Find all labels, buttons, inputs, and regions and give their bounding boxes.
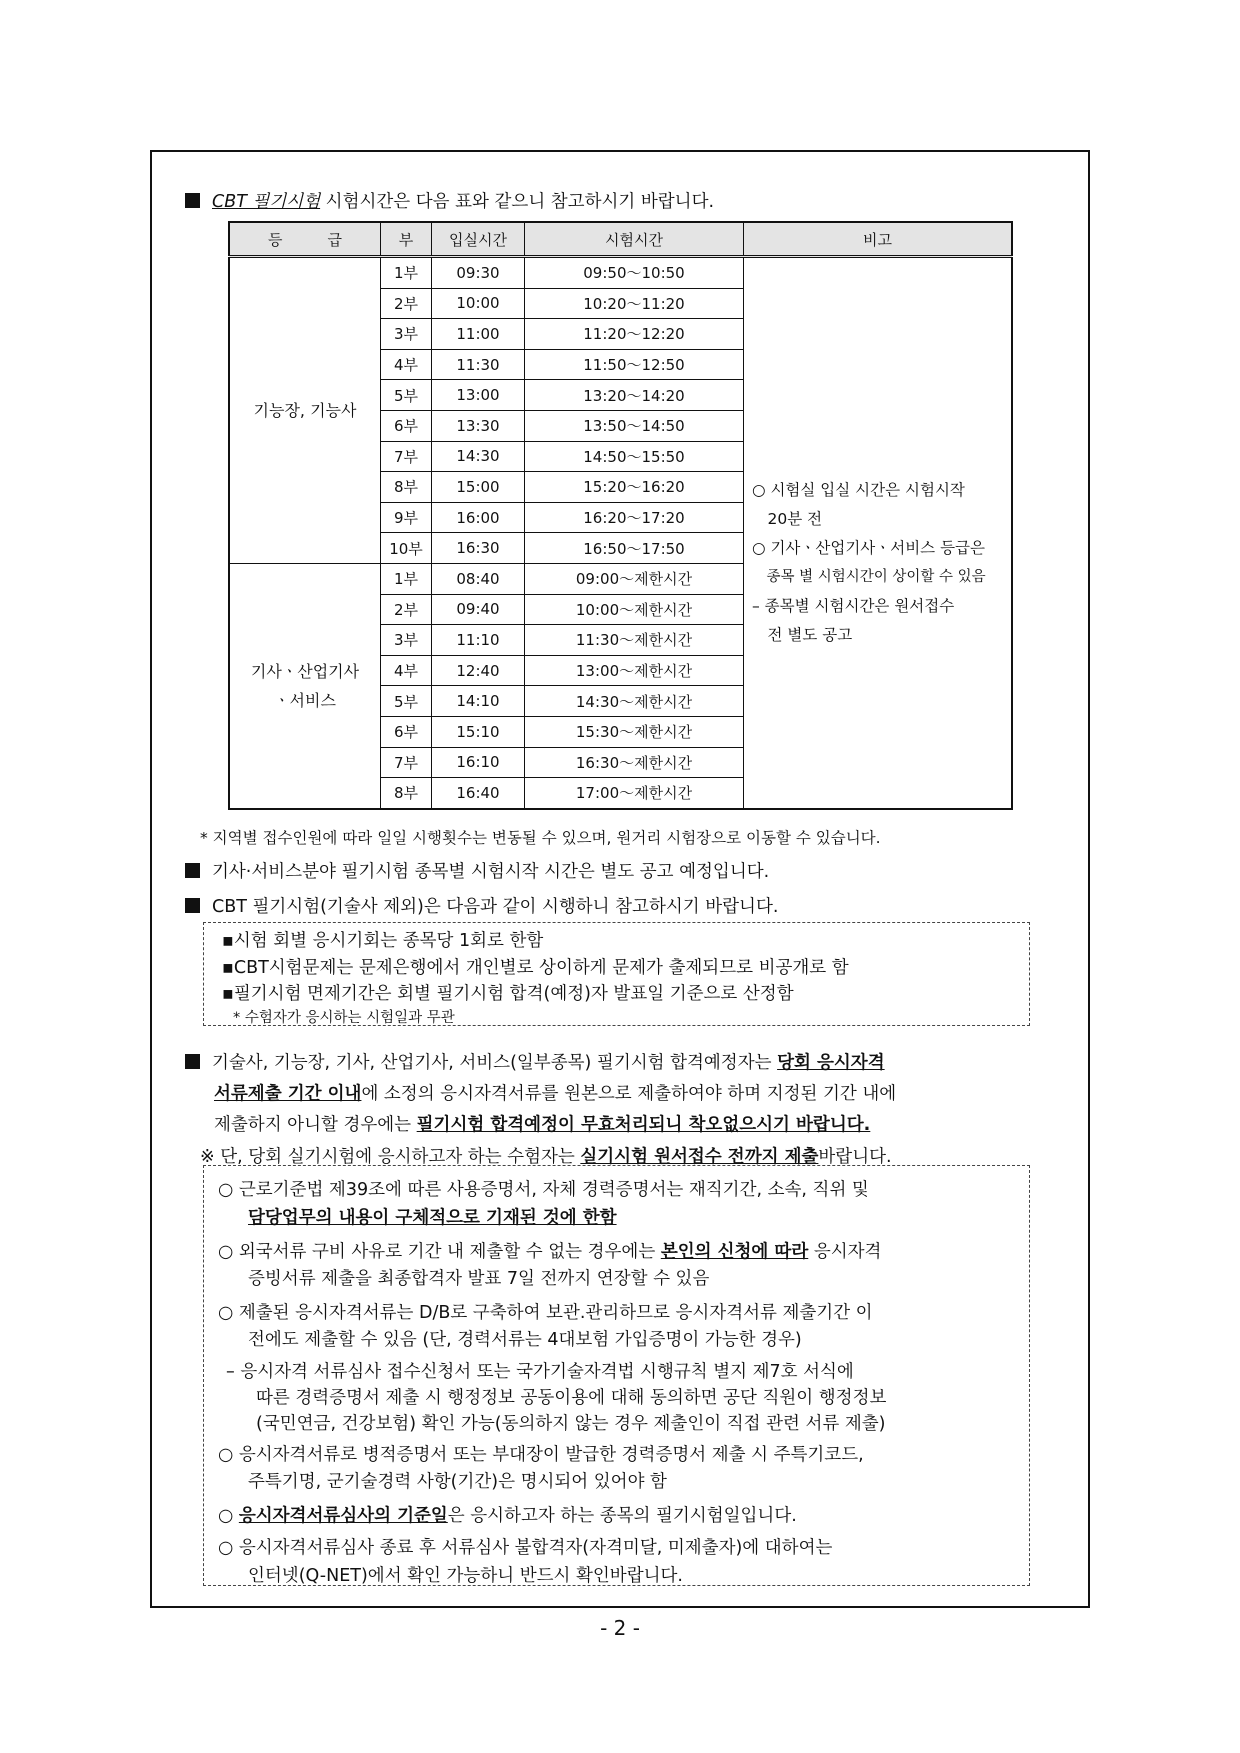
header-session: 부 <box>381 222 432 257</box>
box2-emphasis: 본인의 신청에 따라 <box>660 1242 809 1262</box>
session-cell: 3부 <box>381 319 432 350</box>
entry-time-cell: 08:40 <box>432 563 525 594</box>
remark-line: 전 별도 공고 <box>752 626 853 644</box>
session-cell: 6부 <box>381 716 432 747</box>
exam-time-cell: 11:50～12:50 <box>525 349 744 380</box>
bullet-3 <box>185 893 778 918</box>
exam-time-cell: 17:00～제한시간 <box>525 778 744 809</box>
box2-line <box>218 1238 881 1263</box>
bullet-4-emphasis: 당회 응시자격 <box>777 1053 885 1073</box>
box2-line: ○ 응시자격서류심사 종료 후 서류심사 불합격자(자격미달, 미제출자)에 대하여는 <box>218 1538 833 1558</box>
page-number: - 2 - <box>600 1616 640 1640</box>
exam-time-cell: 13:50～14:50 <box>525 410 744 441</box>
box2-line: 담당업무의 내용이 구체적으로 기재된 것에 한함 <box>248 1208 617 1228</box>
exam-time-cell: 13:00～제한시간 <box>525 655 744 686</box>
box2-line: ○ 응시자격서류로 병적증명서 또는 부대장이 발급한 경력증명서 제출 시 주특기코드, <box>218 1445 864 1465</box>
square-bullet-icon <box>185 1054 200 1069</box>
exam-time-cell: 10:00～제한시간 <box>525 594 744 625</box>
exam-time-cell: 14:50～15:50 <box>525 441 744 472</box>
box2-text: 응시자격 <box>808 1242 882 1262</box>
box2-line: 인터넷(Q-NET)에서 확인 가능하니 반드시 확인바랍니다. <box>248 1566 683 1586</box>
intro-prefix: CBT 필기시험 <box>212 192 321 212</box>
session-cell: 10부 <box>381 533 432 564</box>
entry-time-cell: 16:10 <box>432 747 525 778</box>
session-cell: 7부 <box>381 441 432 472</box>
header-entry-time: 입실시간 <box>432 222 525 257</box>
note-text: 바랍니다. <box>818 1147 892 1167</box>
session-cell: 9부 <box>381 502 432 533</box>
square-bullet-icon <box>185 193 200 208</box>
intro-line <box>185 188 714 213</box>
remark-line: ○ 시험실 입실 시간은 시험시작 <box>752 481 965 499</box>
bullet-3-text: CBT 필기시험(기술사 제외)은 다음과 같이 시행하니 참고하시기 바랍니다. <box>212 897 779 917</box>
exam-time-cell: 09:00～제한시간 <box>525 563 744 594</box>
entry-time-cell: 10:00 <box>432 288 525 319</box>
session-cell: 5부 <box>381 380 432 411</box>
header-exam-time: 시험시간 <box>525 222 744 257</box>
entry-time-cell: 09:40 <box>432 594 525 625</box>
entry-time-cell: 16:00 <box>432 502 525 533</box>
session-cell: 8부 <box>381 472 432 503</box>
box2-line: ○ 제출된 응시자격서류는 D/B로 구축하여 보관.관리하므로 응시자격서류 제출기간 이 <box>218 1303 873 1323</box>
grade-line: 기사ㆍ산업기사 <box>250 661 360 681</box>
box2-line: 주특기명, 군기술경력 사항(기간)은 명시되어 있어야 함 <box>248 1472 667 1492</box>
exam-time-cell: 16:20～17:20 <box>525 502 744 533</box>
footnote: * 지역별 접수인원에 따라 일일 시행횟수는 변동될 수 있으며, 원거리 시험장으로 이동할 수 있습니다. <box>200 829 881 847</box>
square-bullet-icon <box>185 863 200 878</box>
grade-cell-group1: 기능장, 기능사 <box>229 257 381 564</box>
session-cell: 6부 <box>381 410 432 441</box>
grade-cell-group2 <box>229 563 381 808</box>
grade-line: ㆍ서비스 <box>274 690 336 710</box>
note-emphasis: 실기시험 원서접수 전까지 제출 <box>580 1147 819 1167</box>
session-cell: 1부 <box>381 257 432 289</box>
box2-line: 증빙서류 제출을 최종합격자 발표 7일 전까지 연장할 수 있음 <box>248 1269 710 1289</box>
box2-text: 은 응시하고자 하는 종목의 필기시험일입니다. <box>447 1506 797 1526</box>
box2-line: 전에도 제출할 수 있음 (단, 경력서류는 4대보험 가입증명이 가능한 경우) <box>248 1330 802 1350</box>
exam-time-cell: 15:30～제한시간 <box>525 716 744 747</box>
remark-line: – 종목별 시험시간은 원서접수 <box>752 597 955 615</box>
entry-time-cell: 16:30 <box>432 533 525 564</box>
entry-time-cell: 14:10 <box>432 686 525 717</box>
bullet-2-text: 기사·서비스분야 필기시험 종목별 시험시작 시간은 별도 공고 예정입니다. <box>212 862 770 882</box>
box1-line: ▪CBT시험문제는 문제은행에서 개인별로 상이하게 문제가 출제되므로 비공개로 함 <box>222 958 849 978</box>
session-cell: 7부 <box>381 747 432 778</box>
exam-time-cell: 13:20～14:20 <box>525 380 744 411</box>
session-cell: 1부 <box>381 563 432 594</box>
session-cell: 2부 <box>381 288 432 319</box>
intro-text: 시험시간은 다음 표와 같으니 참고하시기 바랍니다. <box>320 192 715 212</box>
box1-line: ▪필기시험 면제기간은 회별 필기시험 합격(예정)자 발표일 기준으로 산정함 <box>222 984 794 1004</box>
entry-time-cell: 11:30 <box>432 349 525 380</box>
entry-time-cell: 14:30 <box>432 441 525 472</box>
bullet-4-emphasis: 서류제출 기간 이내 <box>214 1084 362 1104</box>
bullet-4-emphasis: 필기시험 합격예정이 무효처리되니 착오없으시기 바랍니다. <box>416 1115 871 1135</box>
exam-time-cell: 16:50～17:50 <box>525 533 744 564</box>
session-cell: 3부 <box>381 625 432 656</box>
bullet-4-text: 에 소정의 응시자격서류를 원본으로 제출하여야 하며 지정된 기간 내에 <box>361 1084 897 1104</box>
entry-time-cell: 15:00 <box>432 472 525 503</box>
note-text: ※ 단, 당회 실기시험에 응시하고자 하는 수험자는 <box>200 1147 581 1167</box>
box1-line: * 수험자가 응시하는 시험일과 무관 <box>233 1010 455 1026</box>
box2-line: 따른 경력증명서 제출 시 행정정보 공동이용에 대해 동의하면 공단 직원이 행정정보 <box>256 1388 887 1408</box>
exam-time-cell: 11:20～12:20 <box>525 319 744 350</box>
bullet-4-line3 <box>214 1111 870 1136</box>
exam-time-cell: 16:30～제한시간 <box>525 747 744 778</box>
box2-text: ○ <box>218 1506 239 1526</box>
remarks-cell <box>744 257 1013 809</box>
exam-time-cell: 14:30～제한시간 <box>525 686 744 717</box>
box2-line: – 응시자격 서류심사 접수신청서 또는 국가기술자격법 시행규칙 별지 제7호 서식에 <box>226 1362 854 1382</box>
box2-emphasis: 응시자격서류심사의 기준일 <box>238 1506 448 1526</box>
session-cell: 4부 <box>381 655 432 686</box>
box2-line: ○ 근로기준법 제39조에 따른 사용증명서, 자체 경력증명서는 재직기간, 소속, 직위 및 <box>218 1180 869 1200</box>
box2-line: (국민연금, 건강보험) 확인 가능(동의하지 않는 경우 제출인이 직접 관련 서류 제출) <box>256 1414 886 1434</box>
header-grade: 등 급 <box>229 222 381 257</box>
remark-line: ○ 기사ㆍ산업기사ㆍ서비스 등급은 <box>752 539 986 557</box>
entry-time-cell: 13:00 <box>432 380 525 411</box>
entry-time-cell: 09:30 <box>432 257 525 289</box>
box1-line: ▪시험 회별 응시기회는 종목당 1회로 한함 <box>222 931 544 951</box>
entry-time-cell: 16:40 <box>432 778 525 809</box>
exam-schedule-table <box>228 221 1013 810</box>
exam-time-cell: 09:50～10:50 <box>525 257 744 289</box>
bullet-4-text: 기술사, 기능장, 기사, 산업기사, 서비스(일부종목) 필기시험 합격예정자는 <box>212 1053 778 1073</box>
session-cell: 5부 <box>381 686 432 717</box>
bullet-4-text: 제출하지 아니할 경우에는 <box>214 1115 417 1135</box>
box2-line <box>218 1502 797 1527</box>
header-remarks: 비고 <box>744 222 1013 257</box>
box2-text: ○ 외국서류 구비 사유로 기간 내 제출할 수 없는 경우에는 <box>218 1242 661 1262</box>
remark-line: 종목 별 시험시간이 상이할 수 있음 <box>752 569 986 585</box>
square-bullet-icon <box>185 898 200 913</box>
entry-time-cell: 13:30 <box>432 410 525 441</box>
entry-time-cell: 12:40 <box>432 655 525 686</box>
exam-time-cell: 15:20～16:20 <box>525 472 744 503</box>
table-row <box>229 257 1012 289</box>
entry-time-cell: 11:10 <box>432 625 525 656</box>
exam-time-cell: 10:20～11:20 <box>525 288 744 319</box>
session-cell: 4부 <box>381 349 432 380</box>
entry-time-cell: 15:10 <box>432 716 525 747</box>
session-cell: 2부 <box>381 594 432 625</box>
bullet-4-line2 <box>214 1080 896 1105</box>
remark-line: 20분 전 <box>752 510 823 528</box>
session-cell: 8부 <box>381 778 432 809</box>
bullet-4 <box>185 1049 885 1074</box>
bullet-2 <box>185 858 769 883</box>
exam-time-cell: 11:30～제한시간 <box>525 625 744 656</box>
table-header-row <box>229 222 1012 257</box>
entry-time-cell: 11:00 <box>432 319 525 350</box>
